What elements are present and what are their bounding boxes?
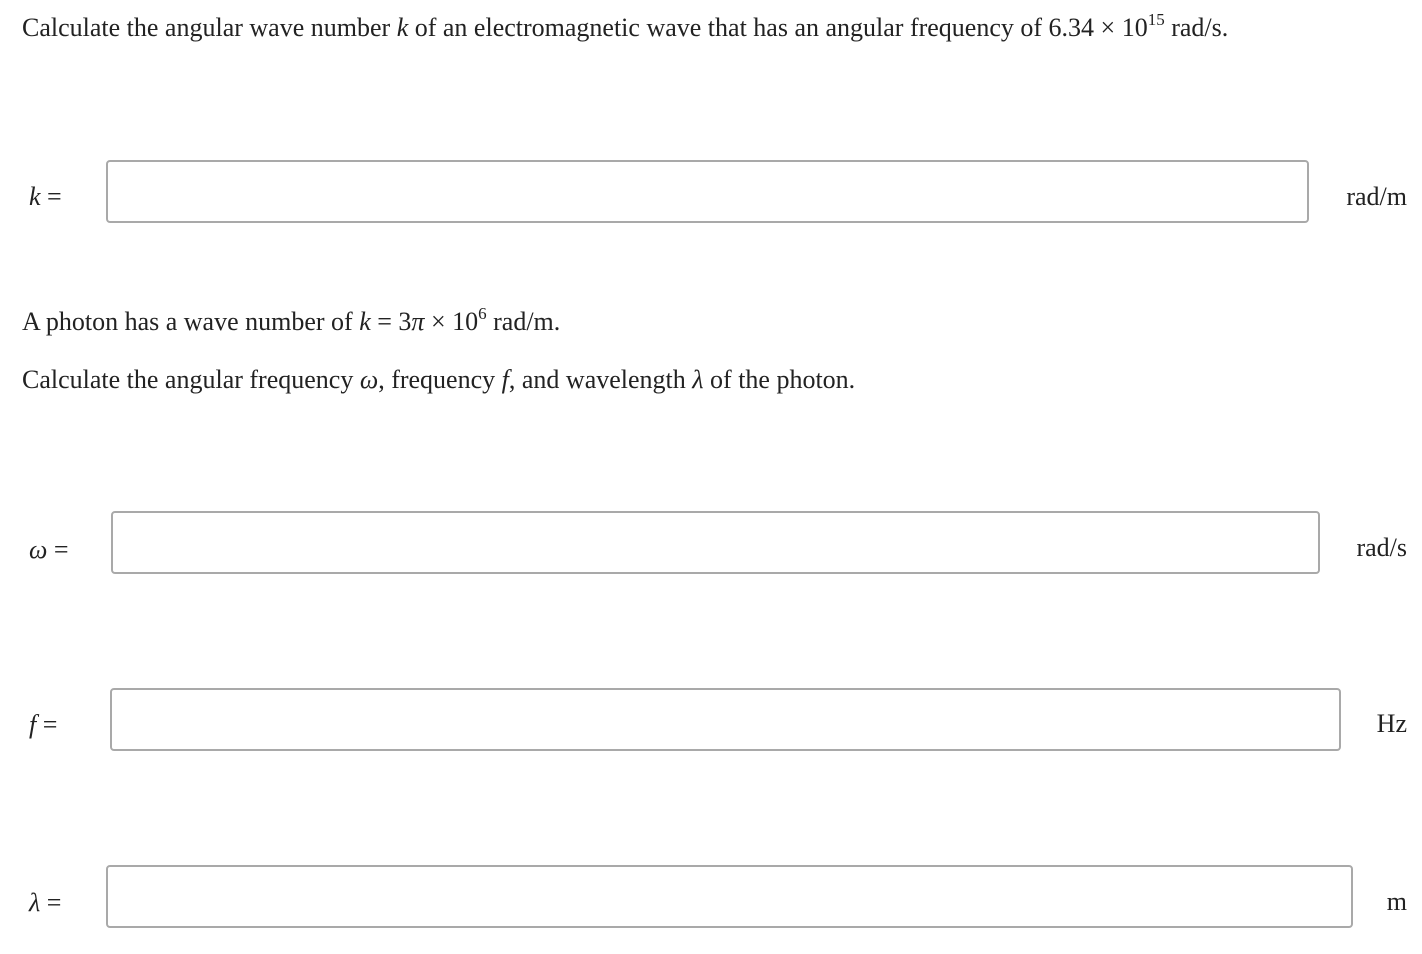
k-variable: k	[396, 13, 409, 42]
k-answer-input[interactable]	[106, 160, 1309, 223]
omega-label: ω =	[29, 535, 69, 564]
k-unit: rad/m	[1346, 182, 1407, 211]
k-label: k =	[29, 182, 62, 211]
f-unit: Hz	[1376, 709, 1407, 738]
question-2-statement: A photon has a wave number of $k = 3\pi \times 10^6$ rad/m.	[22, 304, 561, 336]
exponent: 15	[1147, 10, 1165, 29]
lambda-unit: m	[1386, 887, 1407, 916]
omega-answer-input[interactable]	[111, 511, 1320, 574]
question-2-prompt: Calculate the angular frequency ω, frequency f, and wavelength λ of the photon.	[22, 365, 856, 394]
f-label: f =	[29, 710, 58, 739]
lambda-label: λ =	[29, 888, 62, 917]
f-answer-input[interactable]	[110, 688, 1341, 751]
exponent: 6	[478, 304, 487, 323]
question-1-text: Calculate the angular wave number k of an electromagnetic wave that has an angular frequency of $6.34 \times 10^{15}$ rad/s.	[22, 10, 1229, 42]
lambda-answer-input[interactable]	[106, 865, 1353, 928]
omega-unit: rad/s	[1356, 533, 1407, 562]
